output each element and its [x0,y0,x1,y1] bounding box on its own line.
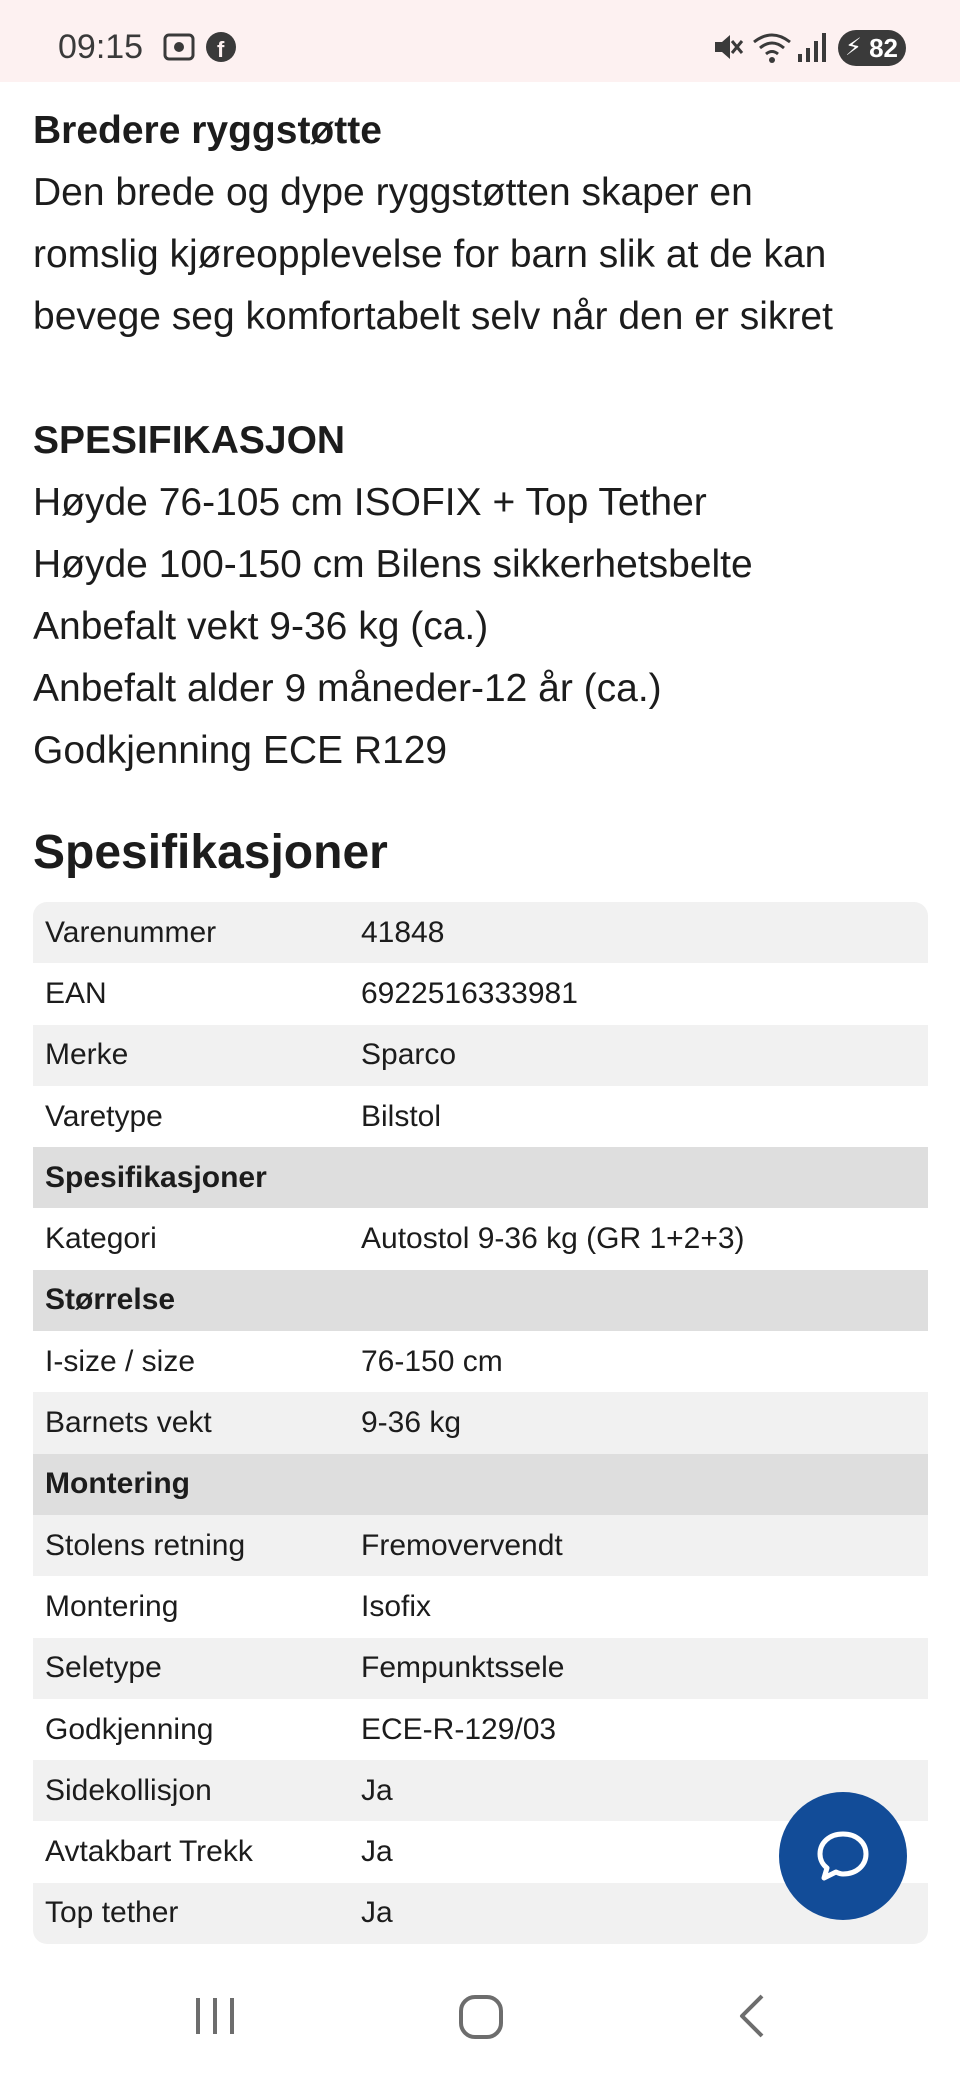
spec-line: Høyde 100-150 cm Bilens sikkerhetsbelte [33,543,753,586]
table-row [33,963,928,1024]
svg-text:f: f [217,37,225,62]
status-bar [0,0,960,82]
table-row [33,1331,928,1392]
section-title-backrest: Bredere ryggstøtte [33,109,382,152]
navigation-bar [0,1960,960,2080]
table-row [33,1760,928,1821]
group-label: Montering [45,1467,190,1501]
table-row [33,902,928,963]
row-value: Ja [361,1896,393,1930]
row-label: Top tether [45,1896,179,1930]
table-group-header [33,1147,928,1208]
row-value: 76-150 cm [361,1344,503,1378]
row-label: Barnets vekt [45,1406,212,1440]
table-row [33,1699,928,1760]
row-value: Fempunktssele [361,1651,565,1685]
charging-icon: ⚡ [845,34,862,61]
clock: 09:15 [58,28,144,66]
battery-level: 82 [869,33,898,63]
row-value: Sparco [361,1038,457,1072]
section-title-specification: SPESIFIKASJON [33,419,346,462]
description-line: romslig kjøreopplevelse for barn slik at de kan [33,233,827,276]
row-label: Godkjenning [45,1712,214,1746]
table-row [33,1638,928,1699]
backrest-description [33,162,928,348]
row-label: I-size / size [45,1344,196,1378]
row-label: Avtakbart Trekk [45,1835,253,1869]
table-row [33,1515,928,1576]
table-row [33,1025,928,1086]
chat-button[interactable] [779,1792,907,1920]
table-row [33,1576,928,1637]
row-label: Stolens retning [45,1528,246,1562]
row-value: 6922516333981 [361,976,578,1010]
signal-icon [796,30,830,69]
row-label: Montering [45,1589,179,1623]
group-label: Størrelse [45,1283,176,1317]
product-description [33,100,928,782]
group-label: Spesifikasjoner [45,1160,267,1194]
row-value: Autostol 9-36 kg (GR 1+2+3) [361,1222,745,1256]
row-label: Varetype [45,1099,163,1133]
home-icon[interactable] [456,1988,506,2049]
row-value: 41848 [361,915,445,949]
row-value: Ja [361,1773,393,1807]
battery-indicator [838,30,906,66]
row-value: 9-36 kg [361,1406,462,1440]
row-value: ECE-R-129/03 [361,1712,557,1746]
row-label: Sidekollisjon [45,1773,212,1807]
table-row [33,1392,928,1453]
row-label: Seletype [45,1651,162,1685]
spec-line: Anbefalt vekt 9-36 kg (ca.) [33,605,489,648]
screenshot-icon [162,30,196,69]
description-line: bevege seg komfortabelt selv når den er sikret [33,295,833,338]
table-group-header [33,1270,928,1331]
row-value: Isofix [361,1589,432,1623]
row-label: Varenummer [45,915,217,949]
spec-line: Høyde 76-105 cm ISOFIX + Top Tether [33,481,707,524]
spec-line: Anbefalt alder 9 måneder-12 år (ca.) [33,667,662,710]
description-line: Den brede og dype ryggstøtten skaper en [33,171,753,214]
recent-apps-icon[interactable] [190,1988,240,2049]
back-icon[interactable] [728,1988,778,2049]
wifi-icon [752,30,792,69]
facebook-icon [204,30,238,69]
table-group-header [33,1454,928,1515]
table-row [33,1086,928,1147]
row-value: Ja [361,1835,393,1869]
table-row [33,1208,928,1269]
specifications-table [33,902,928,1944]
row-label: Kategori [45,1222,157,1256]
row-label: EAN [45,976,107,1010]
spec-line: Godkjenning ECE R129 [33,729,448,772]
specifications-heading: Spesifikasjoner [33,826,388,879]
row-value: Fremovervendt [361,1528,563,1562]
row-value: Bilstol [361,1099,442,1133]
chat-bubble-icon [813,1826,873,1886]
mute-icon [712,30,744,69]
row-label: Merke [45,1038,129,1072]
